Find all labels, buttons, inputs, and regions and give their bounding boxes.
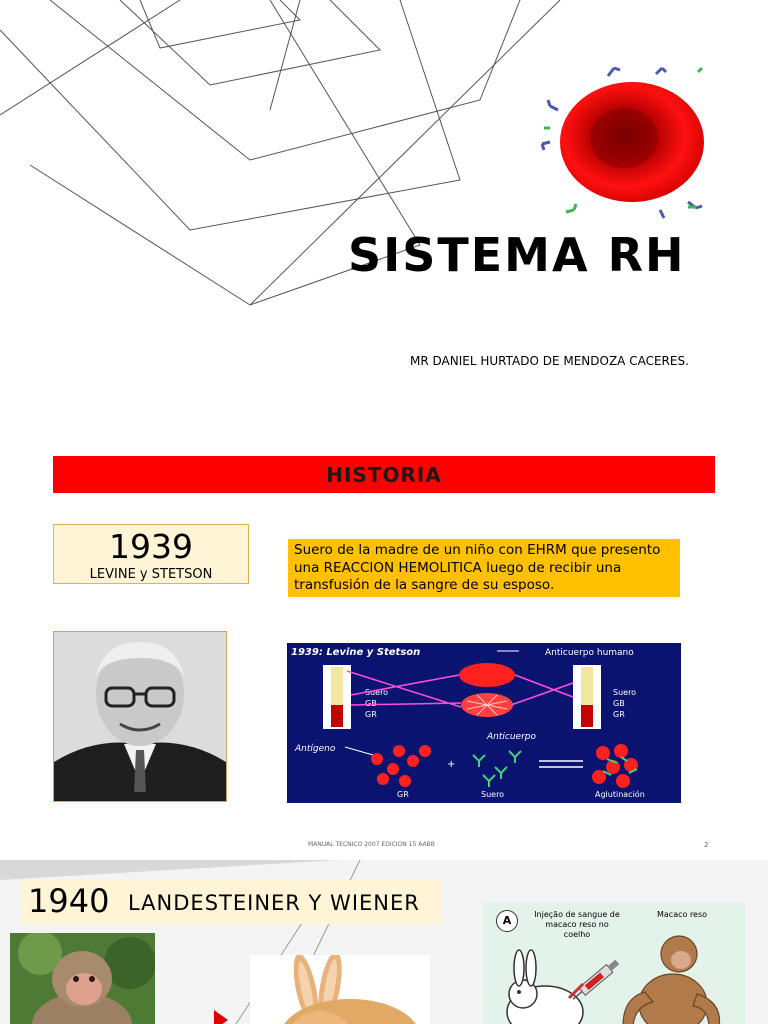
tube-right-serum: Suero: [613, 688, 637, 697]
label-aglutinacion: Aglutinación: [595, 790, 645, 799]
monkey-illustration: [10, 933, 155, 1024]
year-label: 1939: [109, 527, 193, 566]
section-title: HISTORIA: [326, 462, 442, 487]
page-number: 2: [704, 841, 709, 849]
rabbit-photo: [250, 955, 430, 1024]
panel-letter: A: [496, 910, 518, 932]
levine-stetson-diagram: [287, 643, 681, 803]
label-suero: Suero: [481, 790, 505, 799]
portrait-photo: [53, 631, 227, 802]
tube-right-wbc: GB: [613, 699, 625, 708]
description-box: Suero de la madre de un niño con EHRM que presento una REACCION HEMOLITICA luego de recibir una transfusión de la sangre de su esposo.: [288, 539, 680, 597]
landsteiner-slide: [0, 860, 768, 1024]
tube-left-rbc: GR: [365, 710, 377, 719]
tube-right-rbc: GR: [613, 710, 625, 719]
heading-box: [22, 880, 442, 924]
researchers-label: LANDESTEINER Y WIENER: [128, 891, 420, 915]
arrow-icon: [214, 1010, 228, 1024]
diagram-arrow-label: Anticuerpo humano: [545, 648, 634, 658]
agglutination-diagram: [287, 643, 681, 803]
rabbit-illustration: [250, 955, 430, 1024]
diagram-title: 1939: Levine y Stetson: [291, 647, 421, 658]
rhesus-monkey-photo: [10, 933, 155, 1024]
section-title-bar: [53, 456, 715, 493]
author-name: MR DANIEL HURTADO DE MENDOZA CACERES.: [410, 354, 689, 368]
monkey-caption: Macaco reso: [657, 910, 708, 919]
label-gr: GR: [397, 790, 409, 799]
footer-text: MANUAL TECNICO 2007 EDICION 15 AABB: [308, 841, 435, 848]
tube-left-wbc: GB: [365, 699, 377, 708]
svg-text:+: +: [447, 759, 456, 770]
year-label: 1940: [28, 882, 110, 920]
year-box: [53, 524, 249, 584]
antigen-label: Antígeno: [295, 744, 336, 754]
portrait-illustration: [54, 632, 226, 801]
slide-title: SISTEMA RH: [348, 228, 686, 282]
title-slide: [0, 0, 768, 420]
authors-label: LEVINE y STETSON: [89, 567, 213, 582]
tube-left-serum: Suero: [365, 688, 389, 697]
historia-slide: [0, 420, 768, 860]
red-blood-cell-icon: [538, 62, 710, 222]
antibody-label: Anticuerpo: [487, 732, 536, 742]
injection-caption: Injeção de sangue de macaco reso no coelho: [534, 910, 620, 939]
